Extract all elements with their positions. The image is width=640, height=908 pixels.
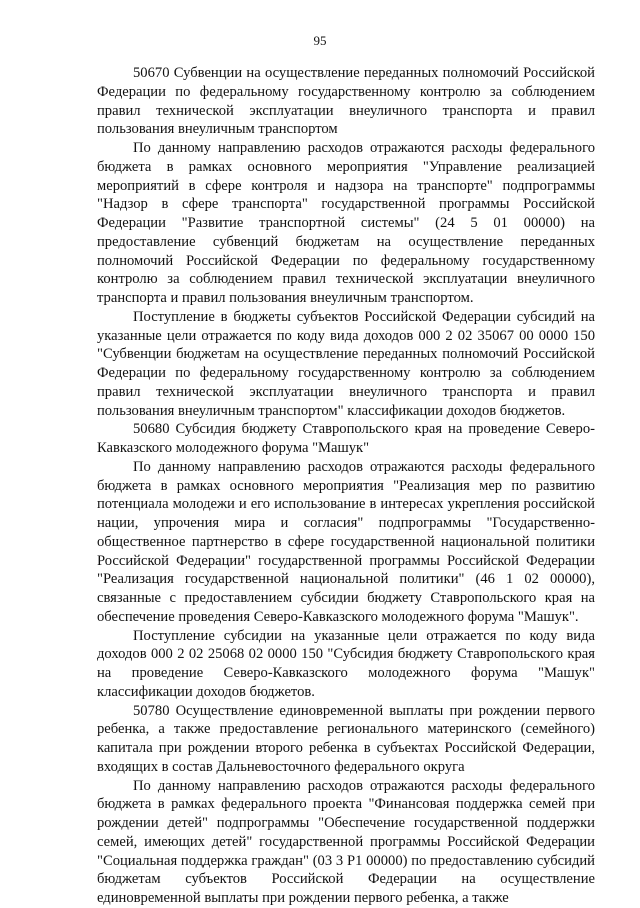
section-heading-50670: 50670 Субвенции на осуществление переданных полномочий Российской Федерации по федеральному государственному контролю за соблюдением правил технической эксплуатации внеуличного транспорта и правил пользования внеуличным транспортом: [97, 65, 595, 138]
body-paragraph: По данному направлению расходов отражаются расходы федерального бюджета в рамках основного мероприятия "Управление реализацией мероприятий в сфере контроля и надзора на транспорте" подпрограммы "Надзор в сфере транспорта" государственной программы Российской Федерации "Развитие транспортной системы" (24 5 01 00000) на предоставление субвенций бюджетам на осуществление переданных полномочий Российской Федерации по федеральному государственному контролю за соблюдением правил технической эксплуатации внеуличного транспорта и правил пользования внеуличным транспортом.: [97, 140, 595, 306]
section-heading-50780: 50780 Осуществление единовременной выплаты при рождении первого ребенка, а также предоставление регионального материнского (семейного) капитала при рождении второго ребенка в субъектах Российской Федерации, входящих в состав Дальневосточного федерального округа: [97, 702, 595, 775]
body-paragraph: По данному направлению расходов отражаются расходы федерального бюджета в рамках федерального проекта "Финансовая поддержка семей при рождении детей" подпрограммы "Обеспечение государственной поддержки семей, имеющих детей" государственной программы Российской Федерации "Социальная поддержка граждан" (03 3 Р1 00000) по предоставлению субсидий бюджетам субъектов Российской Федерации на осуществление единовременной выплаты при рождении первого ребенка, а также: [97, 777, 595, 906]
page-number: 95: [313, 33, 327, 48]
body-paragraph: По данному направлению расходов отражаются расходы федерального бюджета в рамках основного мероприятия "Реализация мер по развитию потенциала молодежи и его использование в интересах укрепления российской нации, упрочения мира и согласия" подпрограммы "Государственно-общественное партнерство в сфере государственной национальной политики Российской Федерации" государственной программы Российской Федерации "Реализация государственной национальной политики" (46 1 02 00000), связанные с предоставлением субсидии бюджету Ставропольского края на обеспечение проведения Северо-Кавказского молодежного форума "Машук".: [97, 458, 595, 625]
body-paragraph: Поступление в бюджеты субъектов Российской Федерации субсидий на указанные цели отражается по коду вида доходов 000 2 02 35067 00 0000 150 "Субвенции бюджетам на осуществление переданных полномочий Российской Федерации по федеральному государственному контролю за соблюдением правил технической эксплуатации внеуличного транспорта и правил пользования внеуличным транспортом" классификации доходов бюджетов.: [97, 308, 595, 419]
body-paragraph: Поступление субсидии на указанные цели отражается по коду вида доходов 000 2 02 25068 02 0000 150 "Субсидия бюджету Ставропольского края на проведение Северо-Кавказского молодежного форума "Машук" классификации доходов бюджетов.: [97, 627, 595, 700]
document-body: [97, 64, 595, 908]
section-heading-50680: 50680 Субсидия бюджету Ставропольского края на проведение Северо-Кавказского молодежного форума "Машук": [97, 421, 595, 456]
